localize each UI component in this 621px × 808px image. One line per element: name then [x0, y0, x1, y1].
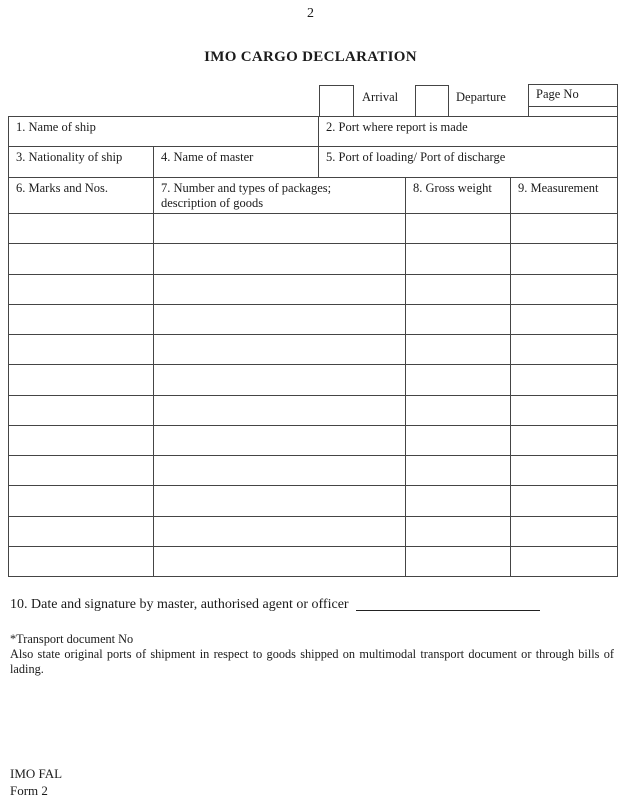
footnote-multimodal: Also state original ports of shipment in respect to goods shipped on multimodal transport document or through bills of lading.: [10, 647, 614, 676]
grid-cell[interactable]: [9, 214, 154, 243]
field-port-of-loading-discharge[interactable]: 5. Port of loading/ Port of discharge: [326, 150, 506, 164]
grid-cell[interactable]: [154, 214, 406, 243]
packages-header-line1: 7. Number and types of packages;: [161, 181, 332, 195]
grid-cell[interactable]: [154, 335, 406, 364]
form-title: IMO CARGO DECLARATION: [204, 49, 417, 65]
field-nationality-of-ship[interactable]: 3. Nationality of ship: [9, 147, 154, 177]
table-row-nationality: [9, 147, 617, 178]
grid-row: [9, 244, 617, 274]
grid-row: [9, 214, 617, 244]
grid-cell[interactable]: [9, 365, 154, 394]
page-no-value-cell[interactable]: [529, 107, 617, 116]
grid-cell[interactable]: [154, 244, 406, 273]
grid-cell[interactable]: [511, 426, 617, 455]
grid-cell[interactable]: [154, 486, 406, 515]
page-no-label: Page No: [529, 85, 617, 107]
grid-cell[interactable]: [154, 305, 406, 334]
grid-cell[interactable]: [154, 365, 406, 394]
grid-cell[interactable]: [511, 396, 617, 425]
grid-cell[interactable]: [9, 517, 154, 546]
grid-cell[interactable]: [9, 396, 154, 425]
grid-cell[interactable]: [9, 305, 154, 334]
grid-cell[interactable]: [9, 335, 154, 364]
grid-cell[interactable]: [406, 214, 511, 243]
column-header-marks: 6. Marks and Nos.: [9, 178, 154, 213]
grid-row: [9, 396, 617, 426]
grid-cell[interactable]: [154, 547, 406, 576]
grid-cell[interactable]: [406, 426, 511, 455]
page-number: 2: [307, 6, 314, 21]
cargo-grid-rows: [9, 214, 617, 576]
grid-cell[interactable]: [9, 486, 154, 515]
page-no-box: [528, 84, 618, 117]
grid-cell[interactable]: [511, 456, 617, 485]
grid-row: [9, 517, 617, 547]
grid-cell[interactable]: [511, 517, 617, 546]
grid-cell[interactable]: [511, 547, 617, 576]
field-name-of-master[interactable]: 4. Name of master: [154, 147, 319, 177]
grid-cell[interactable]: [511, 486, 617, 515]
grid-cell[interactable]: [406, 517, 511, 546]
grid-cell[interactable]: [511, 365, 617, 394]
grid-cell[interactable]: [511, 275, 617, 304]
grid-cell[interactable]: [154, 275, 406, 304]
grid-cell[interactable]: [9, 547, 154, 576]
arrival-label: Arrival: [362, 90, 399, 104]
signature-blank-line[interactable]: [356, 609, 540, 611]
column-header-gross-weight: 8. Gross weight: [406, 178, 511, 213]
grid-cell[interactable]: [9, 275, 154, 304]
grid-cell[interactable]: [9, 456, 154, 485]
grid-row: [9, 426, 617, 456]
grid-cell[interactable]: [406, 335, 511, 364]
footnotes: [10, 632, 614, 677]
column-header-measurement: 9. Measurement: [518, 181, 599, 195]
grid-cell[interactable]: [406, 305, 511, 334]
grid-cell[interactable]: [154, 456, 406, 485]
footnote-transport-document: *Transport document No: [10, 632, 134, 646]
grid-cell[interactable]: [511, 244, 617, 273]
packages-header-line2: description of goods: [161, 196, 264, 210]
grid-cell[interactable]: [406, 365, 511, 394]
column-header-packages: [154, 178, 406, 213]
grid-cell[interactable]: [406, 456, 511, 485]
signature-block: [10, 597, 614, 613]
grid-cell[interactable]: [9, 426, 154, 455]
grid-row: [9, 305, 617, 335]
table-row-ship: [9, 117, 617, 147]
grid-cell[interactable]: [406, 244, 511, 273]
field-name-of-ship[interactable]: 1. Name of ship: [9, 117, 319, 146]
cargo-declaration-table: [8, 116, 618, 577]
grid-cell[interactable]: [9, 244, 154, 273]
grid-cell[interactable]: [511, 335, 617, 364]
grid-row: [9, 486, 617, 516]
grid-cell[interactable]: [406, 275, 511, 304]
grid-row: [9, 456, 617, 486]
grid-cell[interactable]: [511, 214, 617, 243]
arrival-checkbox[interactable]: [319, 85, 354, 117]
departure-label: Departure: [456, 90, 506, 104]
grid-cell[interactable]: [154, 396, 406, 425]
table-header-row: [9, 178, 617, 214]
grid-cell[interactable]: [406, 547, 511, 576]
field-port-where-report-made[interactable]: 2. Port where report is made: [326, 120, 468, 134]
departure-checkbox[interactable]: [415, 85, 449, 117]
grid-row: [9, 365, 617, 395]
form-footer: [10, 765, 62, 799]
grid-row: [9, 335, 617, 365]
grid-cell[interactable]: [406, 396, 511, 425]
grid-cell[interactable]: [406, 486, 511, 515]
grid-row: [9, 547, 617, 576]
grid-cell[interactable]: [511, 305, 617, 334]
grid-cell[interactable]: [154, 517, 406, 546]
footer-form-number: Form 2: [10, 783, 48, 798]
footer-org: IMO FAL: [10, 766, 63, 781]
grid-cell[interactable]: [154, 426, 406, 455]
signature-label: 10. Date and signature by master, authorised agent or officer: [10, 597, 349, 612]
grid-row: [9, 275, 617, 305]
